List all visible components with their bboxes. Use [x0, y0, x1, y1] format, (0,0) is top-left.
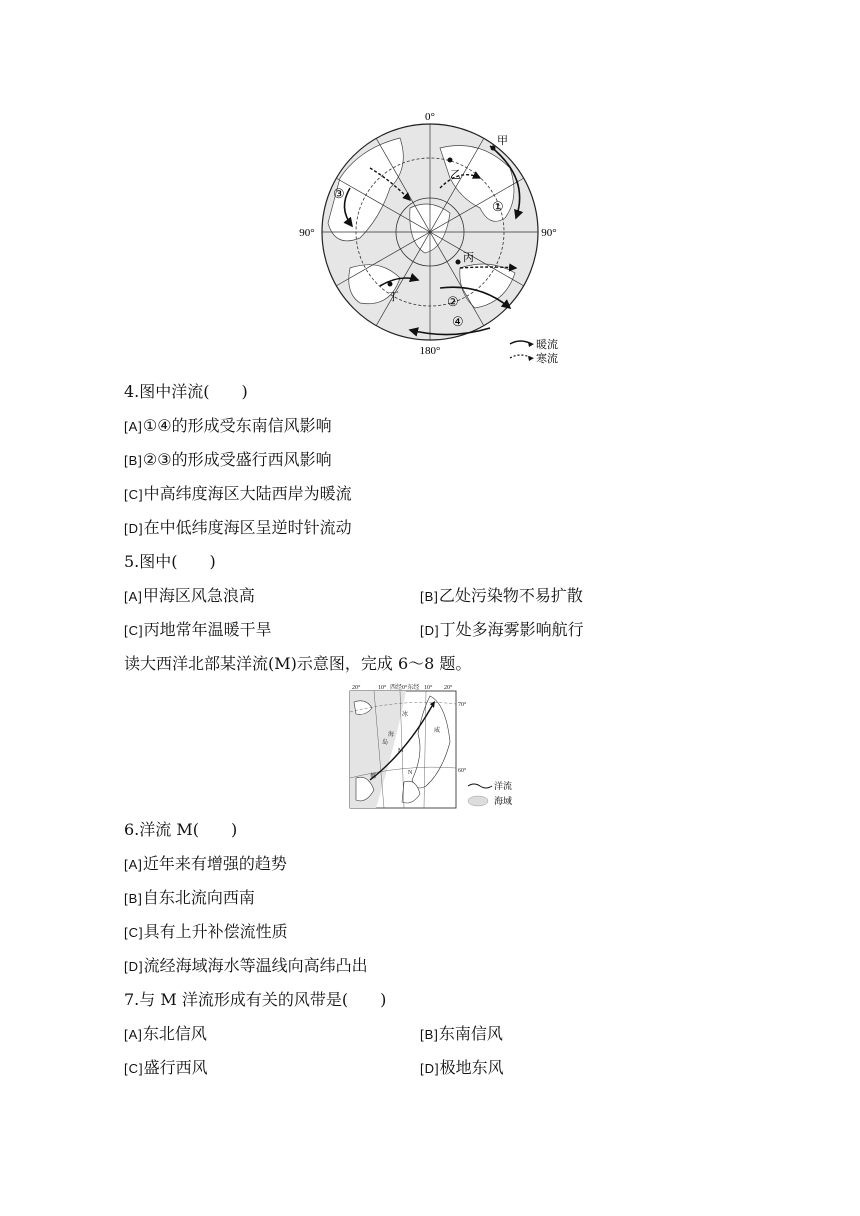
q5-option-d[interactable]: [D]丁处多海雾影响航行 — [420, 620, 584, 639]
svg-text:180°: 180° — [419, 345, 441, 357]
svg-text:③: ③ — [333, 186, 345, 201]
svg-text:暖流: 暖流 — [536, 339, 558, 351]
q5-option-a[interactable]: [A]甲海区风急浪高 — [124, 586, 255, 605]
svg-text:洋流: 洋流 — [494, 781, 513, 791]
q6-option-a[interactable]: [A]近年来有增强的趋势 — [124, 854, 287, 873]
svg-text:60°: 60° — [458, 768, 466, 774]
point-bing — [456, 260, 461, 265]
q4-option-d[interactable]: [D]在中低纬度海区呈逆时针流动 — [124, 518, 352, 537]
q7-option-a[interactable]: [A]东北信风 — [124, 1024, 207, 1043]
point-ding — [388, 282, 393, 287]
svg-text:20°: 20° — [444, 685, 453, 691]
north-atlantic-current-map — [346, 682, 466, 810]
svg-text:海域: 海域 — [494, 796, 513, 806]
svg-text:威: 威 — [434, 728, 441, 734]
svg-text:④: ④ — [452, 314, 464, 329]
svg-text:挪: 挪 — [370, 774, 377, 780]
question-5-stem: 5.图中( ) — [124, 552, 216, 571]
q4-option-c[interactable]: [C]中高纬度海区大陆西岸为暖流 — [124, 484, 352, 503]
q6-option-c[interactable]: [C]具有上升补偿流性质 — [124, 922, 288, 941]
svg-text:西经0°东经: 西经0°东经 — [390, 685, 420, 691]
question-6-stem: 6.洋流 M( ) — [124, 820, 238, 839]
q7-option-d[interactable]: [D]极地东风 — [420, 1058, 504, 1077]
svg-text:寒流: 寒流 — [536, 353, 558, 365]
svg-text:丁: 丁 — [388, 291, 399, 303]
svg-text:甲: 甲 — [497, 135, 508, 147]
svg-text:90°: 90° — [541, 227, 557, 239]
svg-text:70°: 70° — [458, 702, 466, 708]
svg-text:乙: 乙 — [450, 169, 461, 181]
svg-text:20°: 20° — [352, 685, 361, 691]
svg-text:M: M — [398, 748, 404, 754]
q4-option-a[interactable]: [A]①④的形成受东南信风影响 — [124, 416, 332, 435]
question-4-stem: 4.图中洋流( ) — [124, 382, 248, 401]
q6-option-b[interactable]: [B]自东北流向西南 — [124, 888, 255, 907]
q5-option-c[interactable]: [C]丙地常年温暖干旱 — [124, 620, 272, 639]
svg-text:①: ① — [492, 199, 504, 214]
q5-option-b[interactable]: [B]乙处污染物不易扩散 — [420, 586, 583, 605]
svg-text:岛: 岛 — [382, 740, 389, 746]
map2-legend — [466, 778, 526, 810]
q6-option-d[interactable]: [D]流经海域海水等温线向高纬凸出 — [124, 956, 368, 975]
svg-text:海: 海 — [388, 732, 395, 738]
svg-text:②: ② — [447, 294, 459, 309]
svg-text:90°: 90° — [299, 227, 315, 239]
q7-option-c[interactable]: [C]盛行西风 — [124, 1058, 208, 1077]
svg-text:10°: 10° — [424, 685, 433, 691]
q7-option-b[interactable]: [B]东南信风 — [420, 1024, 503, 1043]
q4-option-b[interactable]: [B]②③的形成受盛行西风影响 — [124, 450, 332, 469]
svg-text:10°: 10° — [378, 685, 387, 691]
reading-intro: 读大西洋北部某洋流(M)示意图，完成 6～8 题。 — [124, 654, 472, 673]
svg-text:丙: 丙 — [463, 252, 474, 264]
point-jia — [491, 146, 496, 151]
point-yi — [448, 158, 453, 163]
map-legend — [508, 336, 578, 366]
question-7-stem: 7.与 M 洋流形成有关的风带是( ) — [124, 990, 387, 1009]
svg-text:N: N — [408, 770, 413, 776]
svg-text:0°: 0° — [425, 111, 435, 123]
ocean-current-polar-map — [290, 108, 570, 364]
svg-text:冰: 冰 — [402, 712, 409, 718]
